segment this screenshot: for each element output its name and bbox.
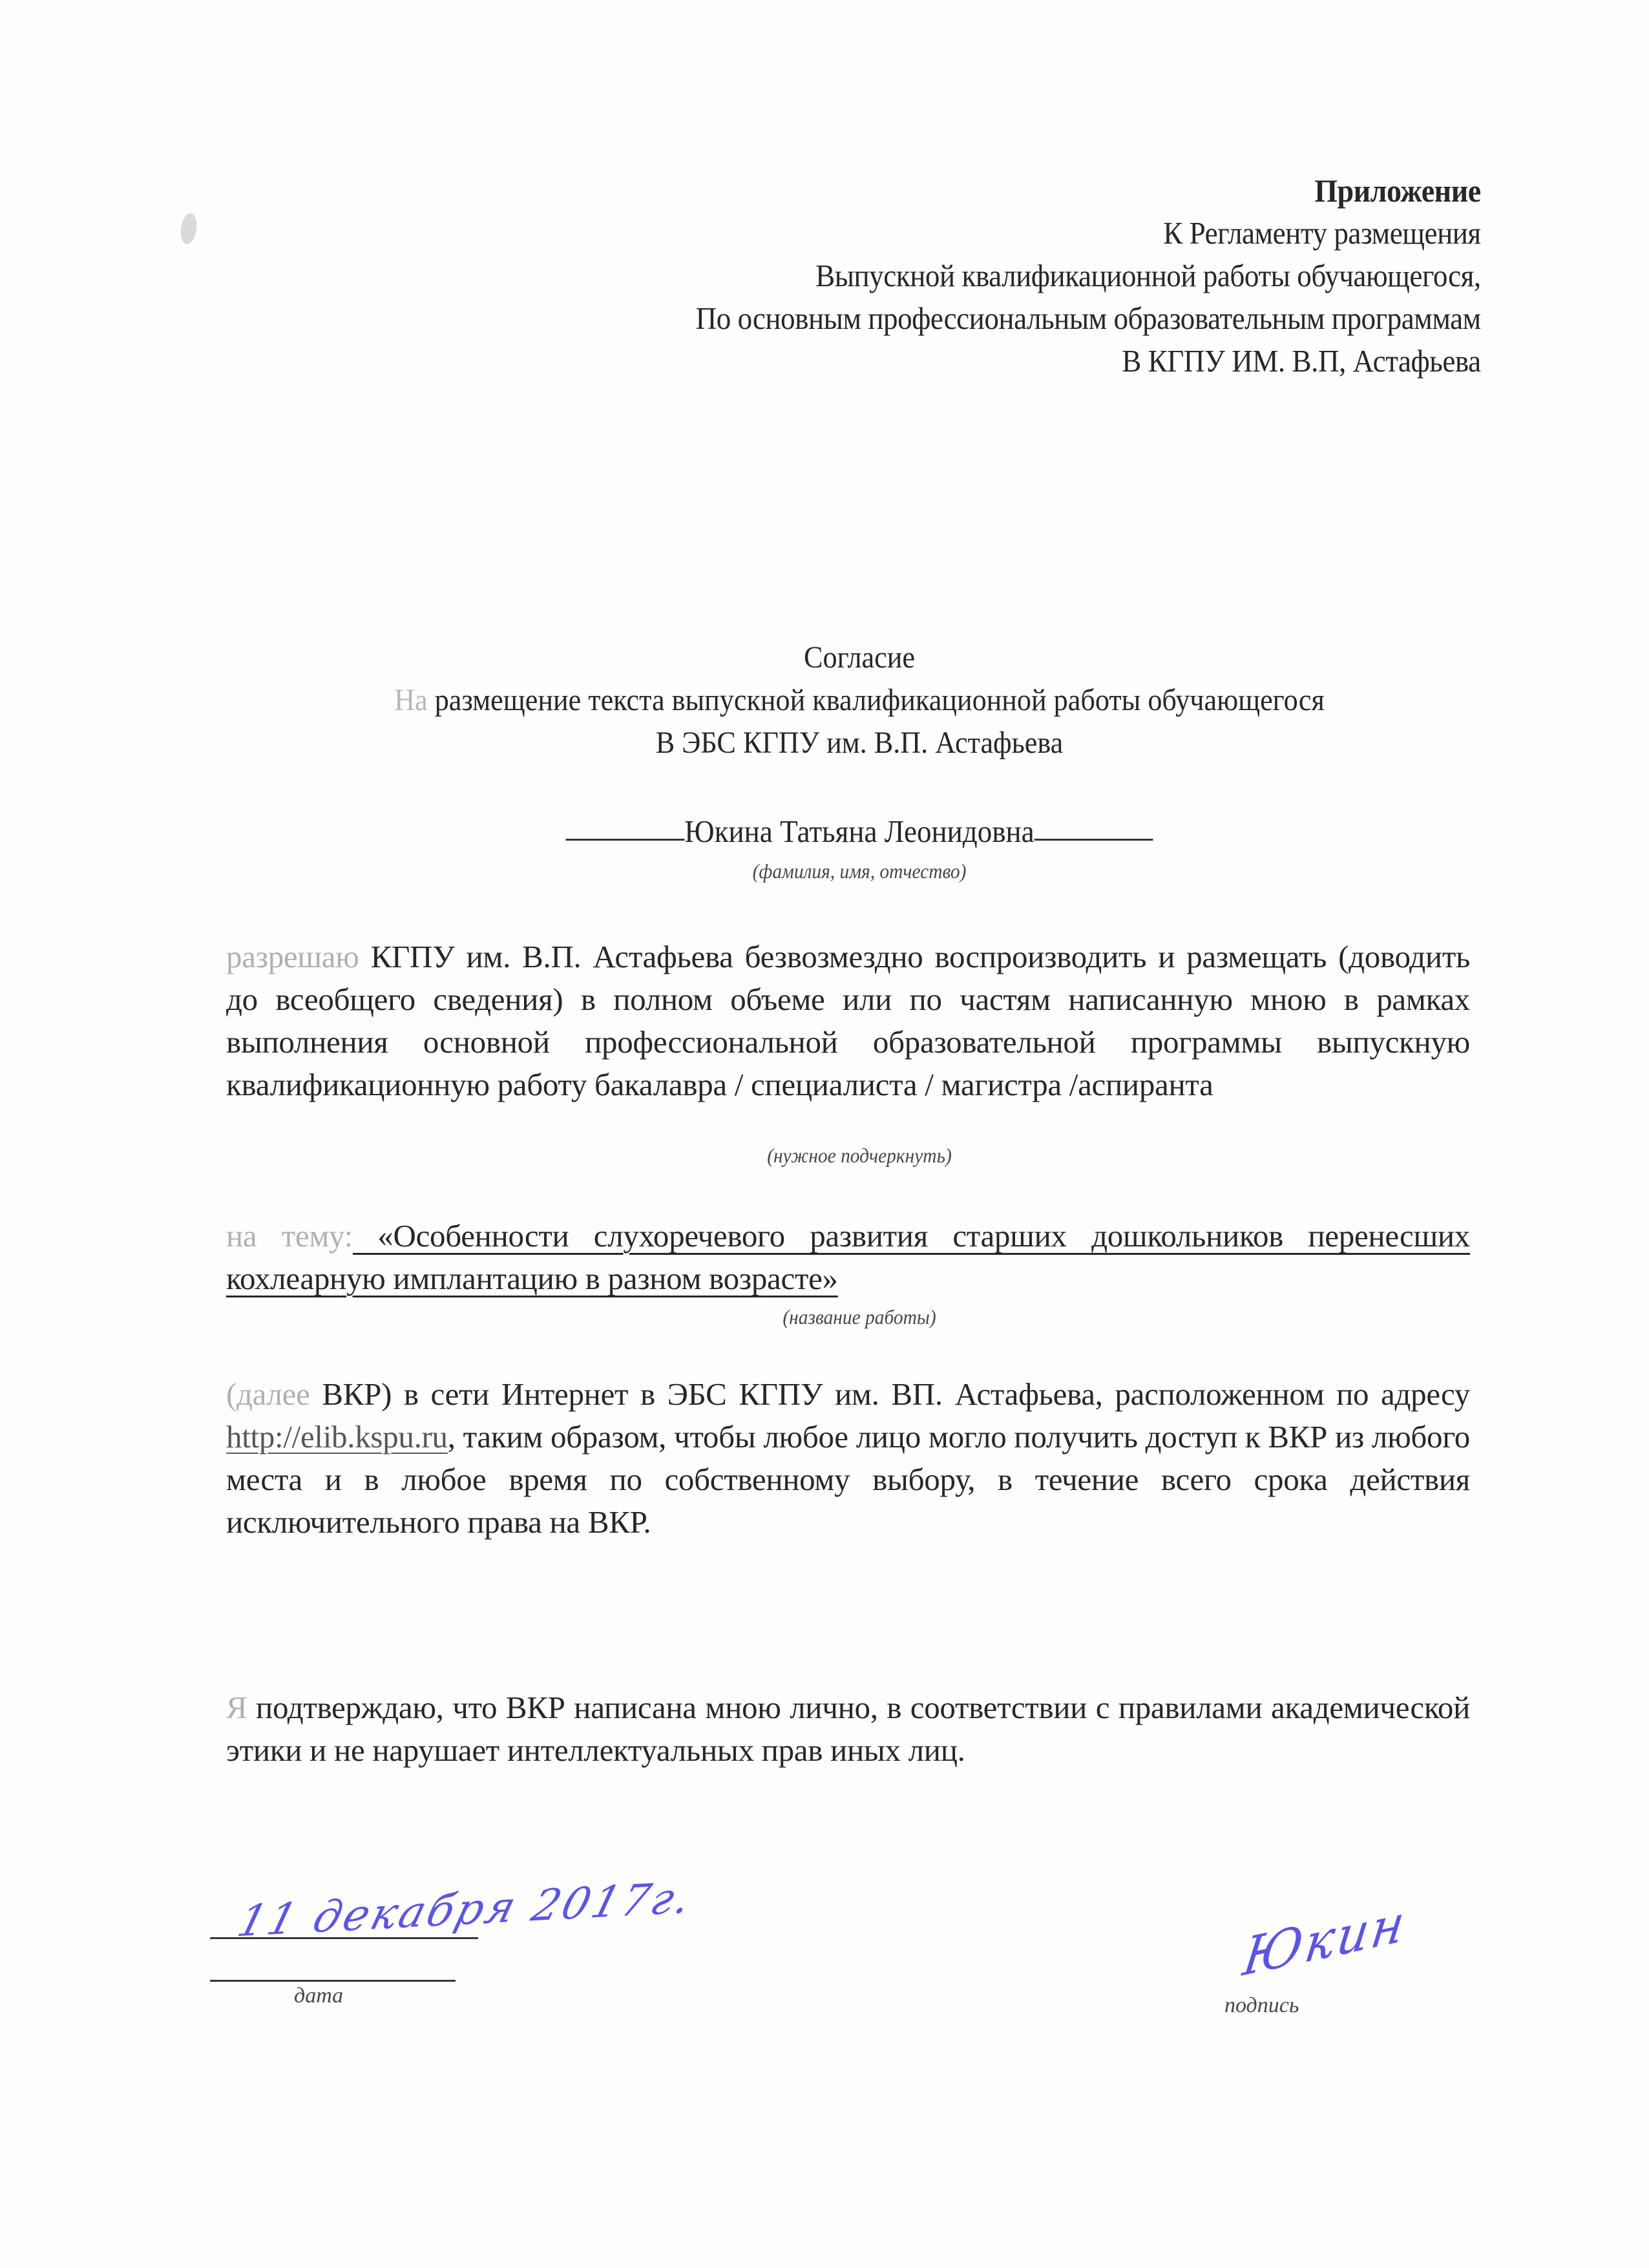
thesis-title-hint: (название работы) [782,1305,936,1328]
person-name-line [283,813,1436,850]
appendix-line-3: По основным профессиональным образовательным программам [695,300,1481,336]
date-caption: дата [294,1984,344,2008]
handwritten-signature: Юкин [1239,1893,1411,1989]
placement-text-before: ВКР) в сети Интернет в ЭБС КГПУ им. ВП. Астафьева, расположенном по адресу [310,1376,1470,1412]
appendix-title: Приложение [1314,173,1481,209]
placement-text-after: , таким образом, чтобы любое лицо могло получить доступ к ВКР из любого места и в любое время по собственному выбору, в течение всего срока действия исключительного права на ВКР. [226,1419,1470,1540]
consent-title-block [283,636,1436,764]
signature-caption: подпись [1224,1993,1299,2017]
placement-lead: (далее [226,1376,310,1412]
elib-link[interactable]: http://elib.kspu.ru [226,1419,448,1454]
placement-paragraph [226,1373,1470,1544]
date-line-lower [210,1980,456,1982]
appendix-line-4: В КГПУ ИМ. В.П, Астафьева [1122,343,1481,379]
appendix-line-2: Выпускной квалификационной работы обучающегося, [815,258,1481,293]
thesis-title: «Особенности слухоречевого развития старших дошкольников перенесших кохлеарную имплантацию в разном возрасте» [226,1218,1471,1296]
consent-subtitle-rest: размещение текста выпускной квалификационной работы обучающегося [427,683,1325,717]
consent-subtitle-lead: На [394,683,428,717]
consent-title: Согласие [804,640,915,675]
confirmation-text: подтверждаю, что ВКР написана мною лично, в соответствии с правилами академической этики и не нарушает интеллектуальных прав иных лиц. [226,1690,1470,1768]
name-blank-right [1035,838,1153,841]
date-line-upper [210,1937,478,1939]
permission-lead: разрешаю [226,939,359,974]
name-blank-left [565,838,684,841]
confirmation-paragraph [226,1686,1470,1772]
topic-paragraph [226,1215,1470,1300]
consent-subtitle [283,679,1436,722]
topic-lead: на тему: [226,1218,353,1254]
appendix-header [696,169,1481,383]
person-full-name: Юкина Татьяна Леонидовна [684,814,1035,849]
confirmation-lead: Я [226,1690,247,1725]
permission-text: КГПУ им. В.П. Астафьева безвозмездно воспроизводить и размещать (доводить до всеобщего сведения) в полном объеме или по частям написанную мною в рамках выполнения основной профессиональной образовательной программы выпускную квалификационную работу бакалавра / специалиста / магистра /аспиранта [226,939,1470,1102]
appendix-line-1: К Регламенту размещения [1163,215,1481,251]
person-name-hint: (фамилия, имя, отчество) [752,859,967,883]
degree-hint: (нужное подчеркнуть) [767,1144,952,1167]
handwritten-date: 11 декабря 2017г. [232,1872,699,1947]
consent-subtitle-line2: В ЭБС КГПУ им. В.П. Астафьева [655,726,1064,760]
scan-smudge [179,213,198,246]
permission-paragraph [226,936,1470,1106]
